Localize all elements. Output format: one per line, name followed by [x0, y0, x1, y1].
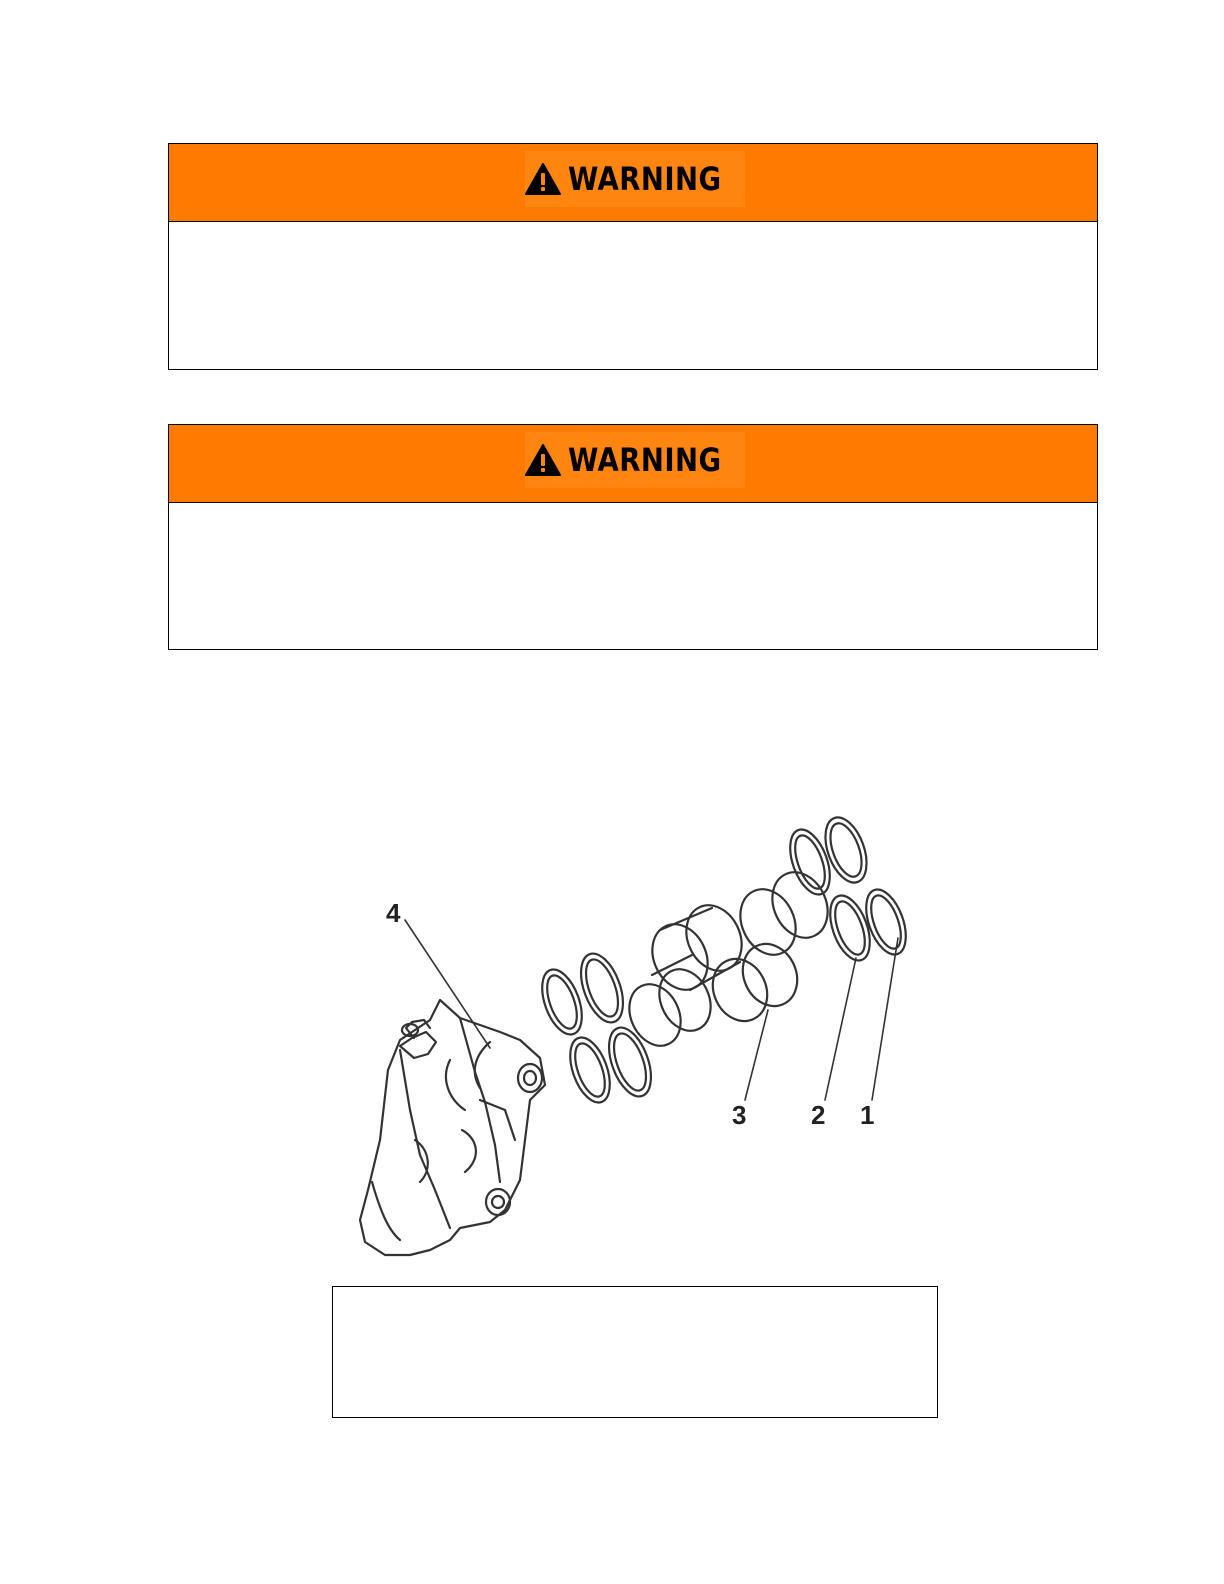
callout-3: 3: [732, 1100, 747, 1130]
warning-body: [169, 222, 1097, 369]
warning-triangle-icon: [524, 162, 562, 196]
callout-2: 2: [811, 1100, 826, 1130]
callout-4: 4: [386, 898, 401, 928]
warning-header: [169, 425, 1097, 503]
warning-triangle-icon: [524, 443, 562, 477]
caliper-body: [360, 1000, 545, 1255]
brake-caliper-exploded-diagram: [340, 810, 940, 1270]
figure-legend-box: [332, 1286, 938, 1418]
warning-tag: [525, 432, 745, 488]
caliper-illustration: [340, 810, 940, 1270]
caliper-seals: [534, 812, 913, 1108]
caliper-pistons: [620, 863, 838, 1054]
warning-label: WARNING: [567, 441, 722, 479]
warning-box: [168, 143, 1098, 370]
warning-body: [169, 503, 1097, 650]
warning-header: [169, 144, 1097, 222]
warning-tag: [525, 151, 745, 207]
callout-1: 1: [860, 1100, 875, 1130]
warning-label: WARNING: [567, 160, 722, 198]
warning-box: [168, 424, 1098, 650]
